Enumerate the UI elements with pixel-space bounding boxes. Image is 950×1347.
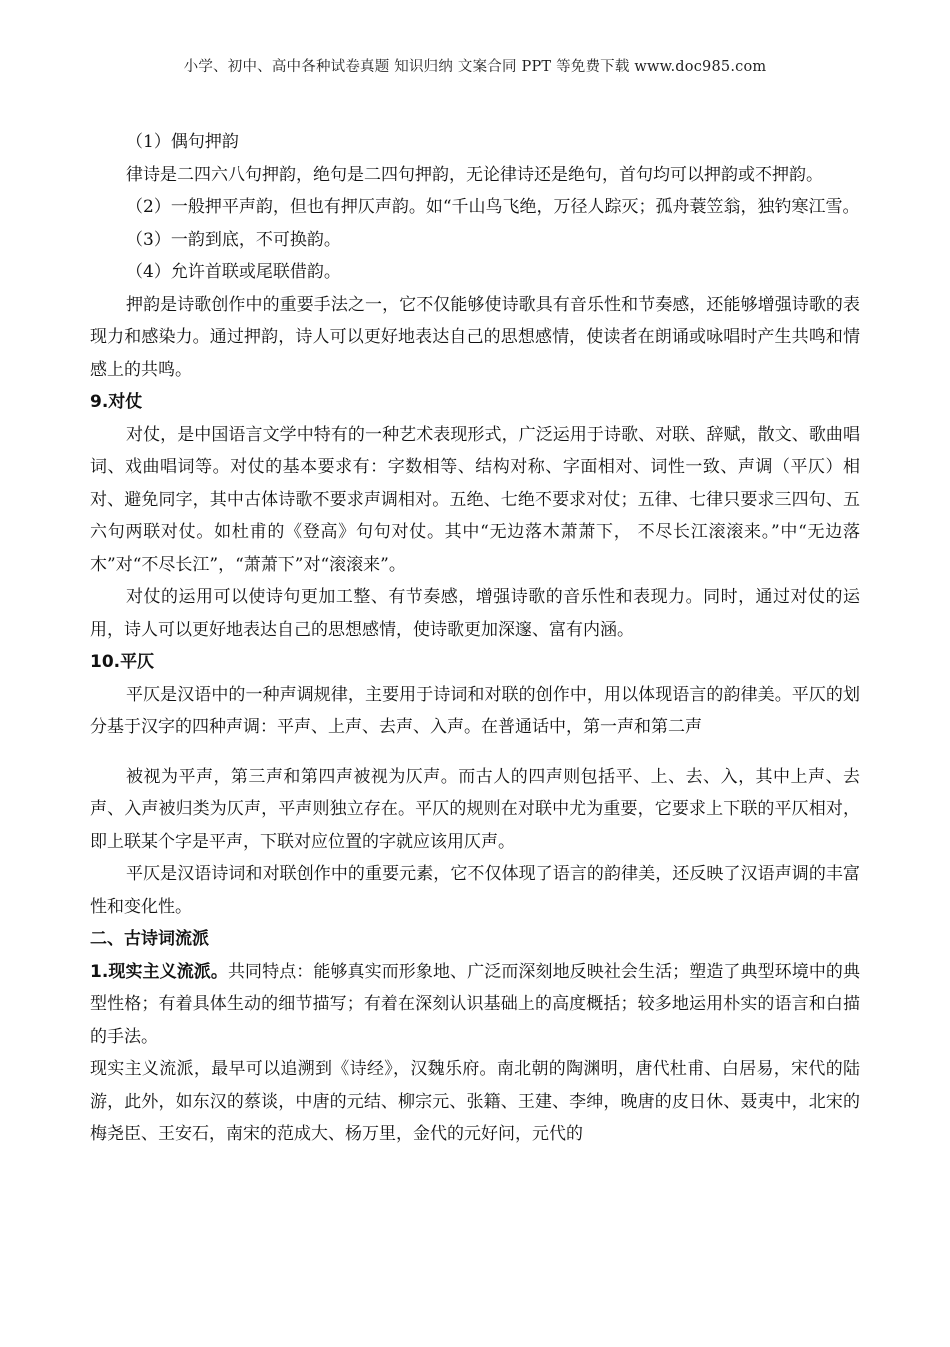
rhyme-item-1-title: （1）偶句押韵: [126, 132, 239, 152]
realism-history: 现实主义流派，最早可以追溯到《诗经》，汉魏乐府。南北朝的陶渊明，唐代杜甫、白居易，宋代的陆游，此外，如东汉的蔡谈，中唐的元结、柳宗元、张籍、王建、李绅，晚唐的皮日休、聂夷中，北宋的梅尧臣、王安石，南宋的范成大、杨万里，金代的元好问，元代的: [90, 1059, 860, 1144]
rhyme-item-3: （3）一韵到底，不可换韵。: [126, 229, 341, 250]
duizhang-paragraph-1: 对仗，是中国语言文学中特有的一种艺术表现形式，广泛运用于诗歌、对联、辞赋，散文、歌曲唱词、戏曲唱词等。对仗的基本要求有：字数相等、结构对称、字面相对、词性一致、声调（平仄）相对、避免同字，其中古体诗歌不要求声调相对。五绝、七绝不要求对仗；五律、七律只要求三四句、五六句两联对仗。如杜甫的《登高》句句对仗。其中“无边落木萧萧下， 不尽长江滚滚来。”中“无边落木”对“不尽长江”，“萧萧下”对“滚滚来”。: [90, 424, 860, 575]
realism-paragraph: [90, 956, 860, 1054]
rhyme-item-1-body: 律诗是二四六八句押韵，绝句是二四句押韵，无论律诗还是绝句，首句均可以押韵或不押韵。: [126, 164, 823, 185]
page-header: 小学、初中、高中各种试卷真题 知识归纳 文案合同 PPT 等免费下载 www.doc985.com: [183, 59, 767, 75]
rhyme-item-4: （4）允许首联或尾联借韵。: [126, 262, 341, 282]
rhyme-item-2: （2）一般押平声韵，但也有押仄声韵。如“千山鸟飞绝，万径人踪灭；孤舟蓑笠翁，独钓寒江雪。: [126, 197, 860, 217]
document-body: [90, 126, 860, 1151]
pingze-paragraph-1: 平仄是汉语中的一种声调规律，主要用于诗词和对联的创作中，用以体现语言的韵律美。平仄的划分基于汉字的四种声调：平声、上声、去声、入声。在普通话中，第一声和第二声: [90, 684, 860, 737]
rhyme-summary: 押韵是诗歌创作中的重要手法之一，它不仅能够使诗歌具有音乐性和节奏感，还能够增强诗歌的表现力和感染力。通过押韵，诗人可以更好地表达自己的思想感情，使读者在朗诵或咏唱时产生共鸣和情感上的共鸣。: [90, 294, 860, 380]
section-heading-duizhang: 9.对仗: [90, 392, 143, 412]
section-heading-schools: 二、古诗词流派: [90, 929, 209, 949]
pingze-paragraph-3: 平仄是汉语诗词和对联创作中的重要元素，它不仅体现了语言的韵律美，还反映了汉语声调的丰富性和变化性。: [90, 864, 860, 917]
duizhang-paragraph-2: 对仗的运用可以使诗句更加工整、有节奏感，增强诗歌的音乐性和表现力。同时，通过对仗的运用，诗人可以更好地表达自己的思想感情，使诗歌更加深邃、富有内涵。: [90, 587, 860, 640]
pingze-paragraph-2: 被视为平声，第三声和第四声被视为仄声。而古人的四声则包括平、上、去、入，其中上声、去声、入声被归类为仄声，平声则独立存在。平仄的规则在对联中尤为重要，它要求上下联的平仄相对，即上联某个字是平声，下联对应位置的字就应该用仄声。: [90, 766, 860, 852]
realism-lead: 1.现实主义流派。: [90, 961, 228, 982]
section-heading-pingze: 10.平仄: [90, 652, 155, 672]
realism-body: 共同特点：能够真实而形象地、广泛而深刻地反映社会生活；塑造了典型环境中的典型性格；有着具体生动的细节描写；有着在深刻认识基础上的高度概括；较多地运用朴实的语言和白描的手法。: [90, 961, 860, 1047]
